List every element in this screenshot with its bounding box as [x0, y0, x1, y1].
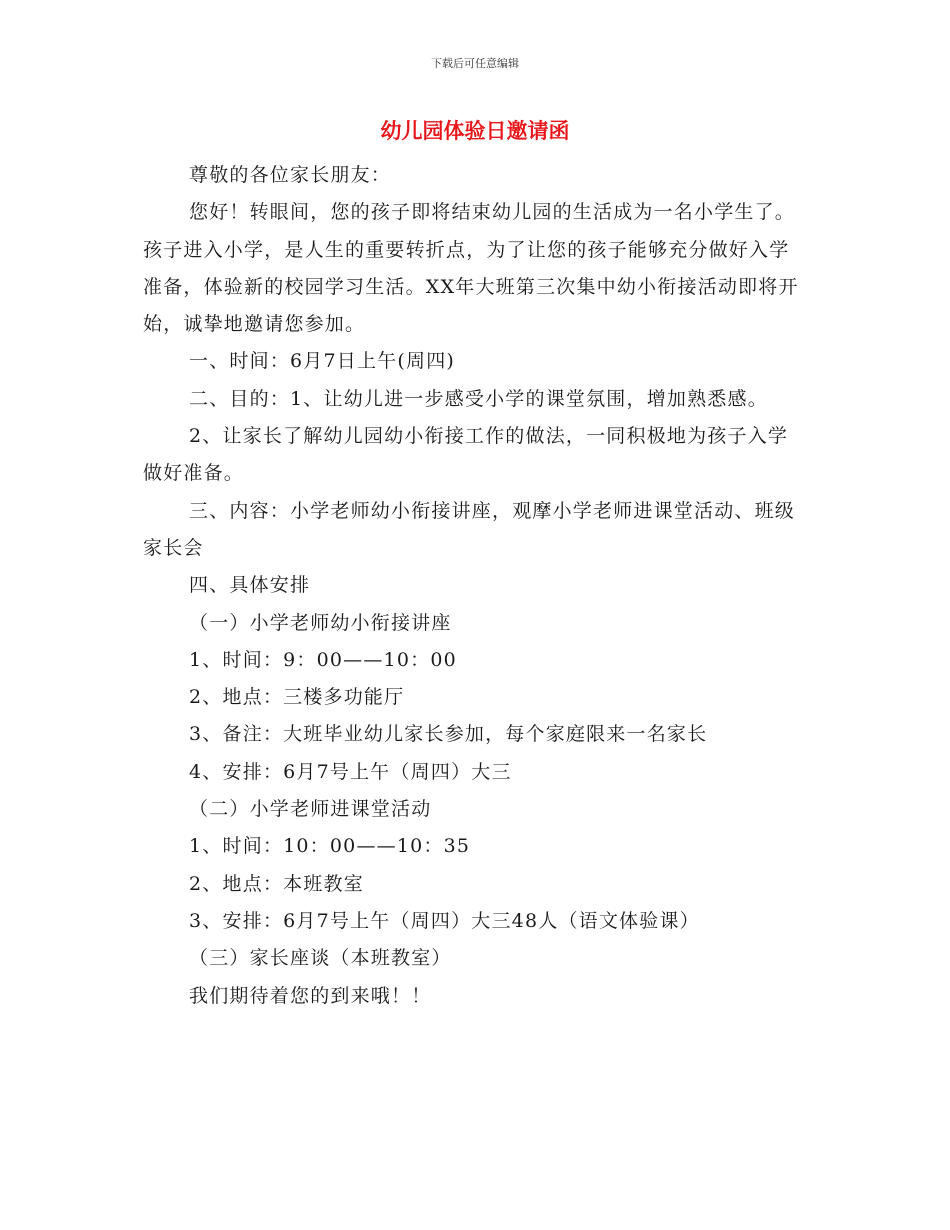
section2-time: 1、时间：10：00——10：35 — [189, 835, 471, 858]
header-note: 下载后可任意编辑 — [431, 57, 519, 70]
document-title: 幼儿园体验日邀请函 — [380, 119, 570, 143]
section2-plan: 3、安排：6月7号上午（周四）大三48人（语文体验课） — [189, 909, 700, 932]
content-paragraph: 三、内容：小学老师幼小衔接讲座，观摩小学老师进课堂活动、班级家长会 — [143, 499, 796, 559]
purpose-paragraph-1: 二、目的：1、让幼儿进一步感受小学的课堂氛围，增加熟悉感。 — [189, 387, 768, 410]
section2-title: （二）小学老师进课堂活动 — [189, 798, 432, 821]
time-paragraph: 一、时间：6月7日上午(周四) — [189, 350, 456, 373]
section1-time: 1、时间：9：00——10：00 — [189, 648, 457, 671]
section3-title: （三）家长座谈（本班教室） — [189, 947, 452, 970]
greeting-paragraph: 尊敬的各位家长朋友： — [189, 164, 392, 186]
section2-place: 2、地点：本班教室 — [189, 872, 364, 895]
purpose-paragraph-2: 2、让家长了解幼儿园幼小衔接工作的做法，一同积极地为孩子入学做好准备。 — [143, 425, 789, 485]
arrangement-heading: 四、具体安排 — [189, 574, 311, 597]
section1-title: （一）小学老师幼小衔接讲座 — [189, 611, 452, 634]
document-body — [143, 157, 808, 1015]
section1-note: 3、备注：大班毕业幼儿家长参加，每个家庭限来一名家长 — [189, 723, 708, 746]
closing-paragraph: 我们期待着您的到来哦！！ — [189, 984, 432, 1007]
section1-place: 2、地点：三楼多功能厅 — [189, 686, 405, 709]
intro-paragraph: 您好！转眼间，您的孩子即将结束幼儿园的生活成为一名小学生了。孩子进入小学，是人生的重要转折点，为了让您的孩子能够充分做好入学准备，体验新的校园学习生活。XX年大班第三次集中幼小衔接活动即将开始，诚挚地邀请您参加。 — [143, 201, 799, 336]
section1-plan: 4、安排：6月7号上午（周四）大三 — [189, 760, 512, 783]
